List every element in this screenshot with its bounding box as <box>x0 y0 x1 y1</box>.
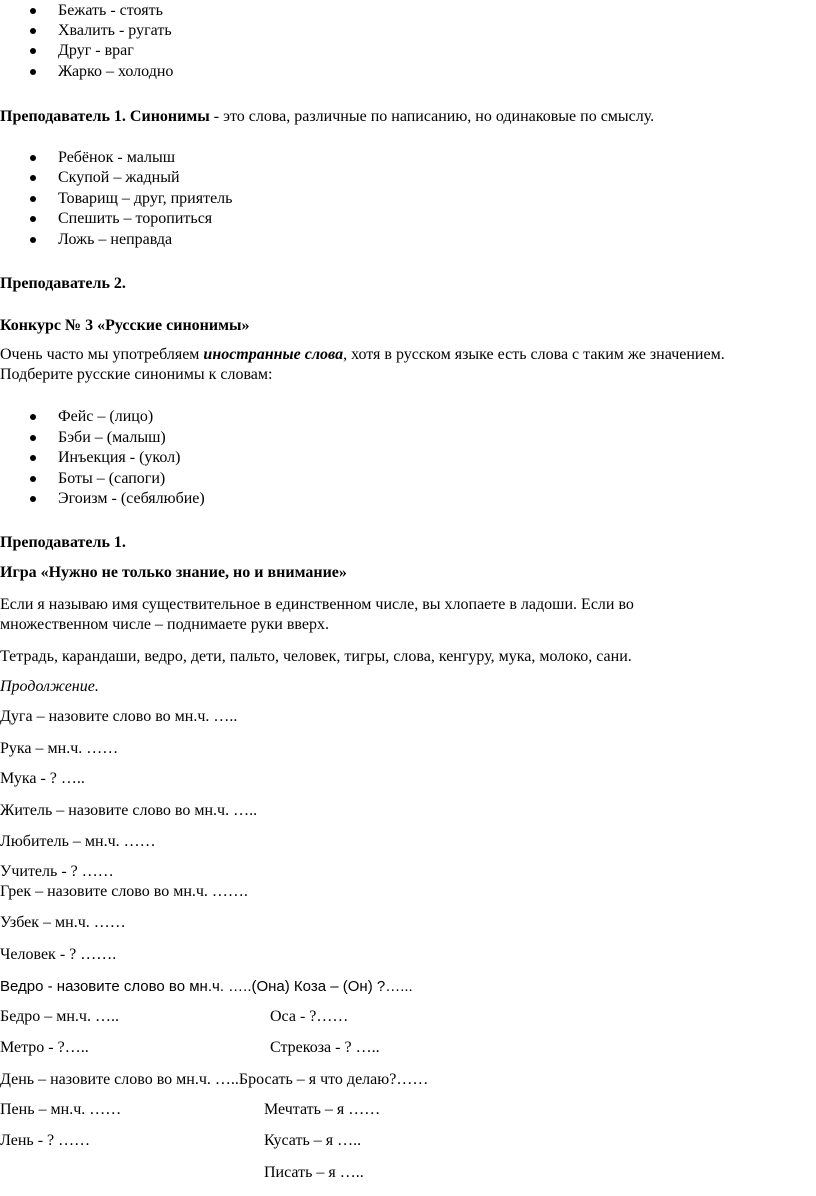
exercise-line: Человек - ? ……. <box>0 946 117 963</box>
exercise-line: Мука - ? ….. <box>0 770 85 787</box>
teacher-1-heading: Преподаватель 1. <box>0 534 126 551</box>
osa-line: Оса - ?…… <box>270 1008 349 1025</box>
game-words: Тетрадь, карандаши, ведро, дети, пальто, человек, тигры, слова, кенгуру, мука, молоко, сани. <box>0 648 632 665</box>
pen-line: Пень – мн.ч. …… <box>0 1101 122 1118</box>
strekoza-line: Стрекоза - ? ….. <box>270 1039 380 1056</box>
metro-line: Метро - ?….. <box>0 1039 89 1056</box>
bullet-icon <box>30 414 36 420</box>
list-item: Скупой – жадный <box>58 169 180 186</box>
exercise-line: Учитель - ? …… <box>0 863 114 880</box>
contest-3-instruction: Подберите русские синонимы к словам: <box>0 366 273 383</box>
list-item: Хвалить - ругать <box>58 22 172 39</box>
exercise-line: Любитель – мн.ч. …… <box>0 833 156 850</box>
list-item: Фейс – (лицо) <box>58 408 154 425</box>
den-line: День – назовите слово во мн.ч. …..Бросать – я что делаю?…… <box>0 1071 429 1088</box>
pisat-line: Писать – я ….. <box>264 1164 364 1181</box>
list-item: Бежать - стоять <box>58 2 163 19</box>
exercise-line: Узбек – мн.ч. …… <box>0 914 126 931</box>
bullet-icon <box>30 196 36 202</box>
game-title: Игра «Нужно не только знание, но и внимание» <box>0 564 347 581</box>
list-item: Жарко – холодно <box>58 63 174 80</box>
bullet-icon <box>30 48 36 54</box>
list-item: Бэби – (малыш) <box>58 429 166 446</box>
bullet-icon <box>30 69 36 75</box>
list-item: Товарищ – друг, приятель <box>58 190 233 207</box>
bullet-icon <box>30 496 36 502</box>
continuation-label: Продолжение. <box>0 678 99 695</box>
exercise-line: Дуга – назовите слово во мн.ч. ….. <box>0 708 238 725</box>
bullet-icon <box>30 28 36 34</box>
list-item: Боты – (сапоги) <box>58 470 166 487</box>
exercise-line: Грек – назовите слово во мн.ч. ……. <box>0 883 248 900</box>
bullet-icon <box>30 476 36 482</box>
bullet-icon <box>30 455 36 461</box>
exercise-line: Рука – мн.ч. …… <box>0 740 119 757</box>
bullet-icon <box>30 155 36 161</box>
bullet-icon <box>30 435 36 441</box>
contest-3-title: Конкурс № 3 «Русские синонимы» <box>0 317 250 334</box>
list-item: Эгоизм - (себялюбие) <box>58 490 205 507</box>
synonyms-definition <box>0 107 654 127</box>
list-item: Спешить – торопиться <box>58 210 213 227</box>
bedro-line: Бедро – мн.ч. ….. <box>0 1008 119 1025</box>
list-item: Инъекция - (укол) <box>58 449 181 466</box>
synonyms-definition-text: - это слова, различные по написанию, но одинаковые по смыслу. <box>209 108 655 125</box>
teacher-2-heading: Преподаватель 2. <box>0 275 126 292</box>
emphasis-foreign-words: иностранные слова <box>203 346 344 363</box>
bullet-icon <box>30 216 36 222</box>
game-rule-line-2: множественном числе – поднимаете руки вверх. <box>0 616 329 633</box>
list-item: Ложь – неправда <box>58 231 173 248</box>
bullet-icon <box>30 175 36 181</box>
len-line: Лень - ? …… <box>0 1132 91 1149</box>
exercise-line: Житель – назовите слово во мн.ч. ….. <box>0 802 258 819</box>
bullet-icon <box>30 237 36 243</box>
list-item: Ребёнок - малыш <box>58 149 176 166</box>
contest-3-text: Очень часто мы употребляем иностранные слова, хотя в русском языке есть слова с таким же значением. <box>0 346 725 363</box>
bullet-icon <box>30 8 36 14</box>
kusat-line: Кусать – я ….. <box>264 1132 362 1149</box>
list-item: Друг - враг <box>58 42 134 59</box>
game-rule-line-1: Если я называю имя существительное в единственном числе, вы хлопаете в ладоши. Если во <box>0 596 634 613</box>
vedro-line: Ведро - назовите слово во мн.ч. …..(Она) Коза – (Он) ?…... <box>0 978 413 995</box>
mechtat-line: Мечтать – я …… <box>264 1101 381 1118</box>
synonyms-heading: Преподаватель 1. Синонимы <box>0 108 210 125</box>
